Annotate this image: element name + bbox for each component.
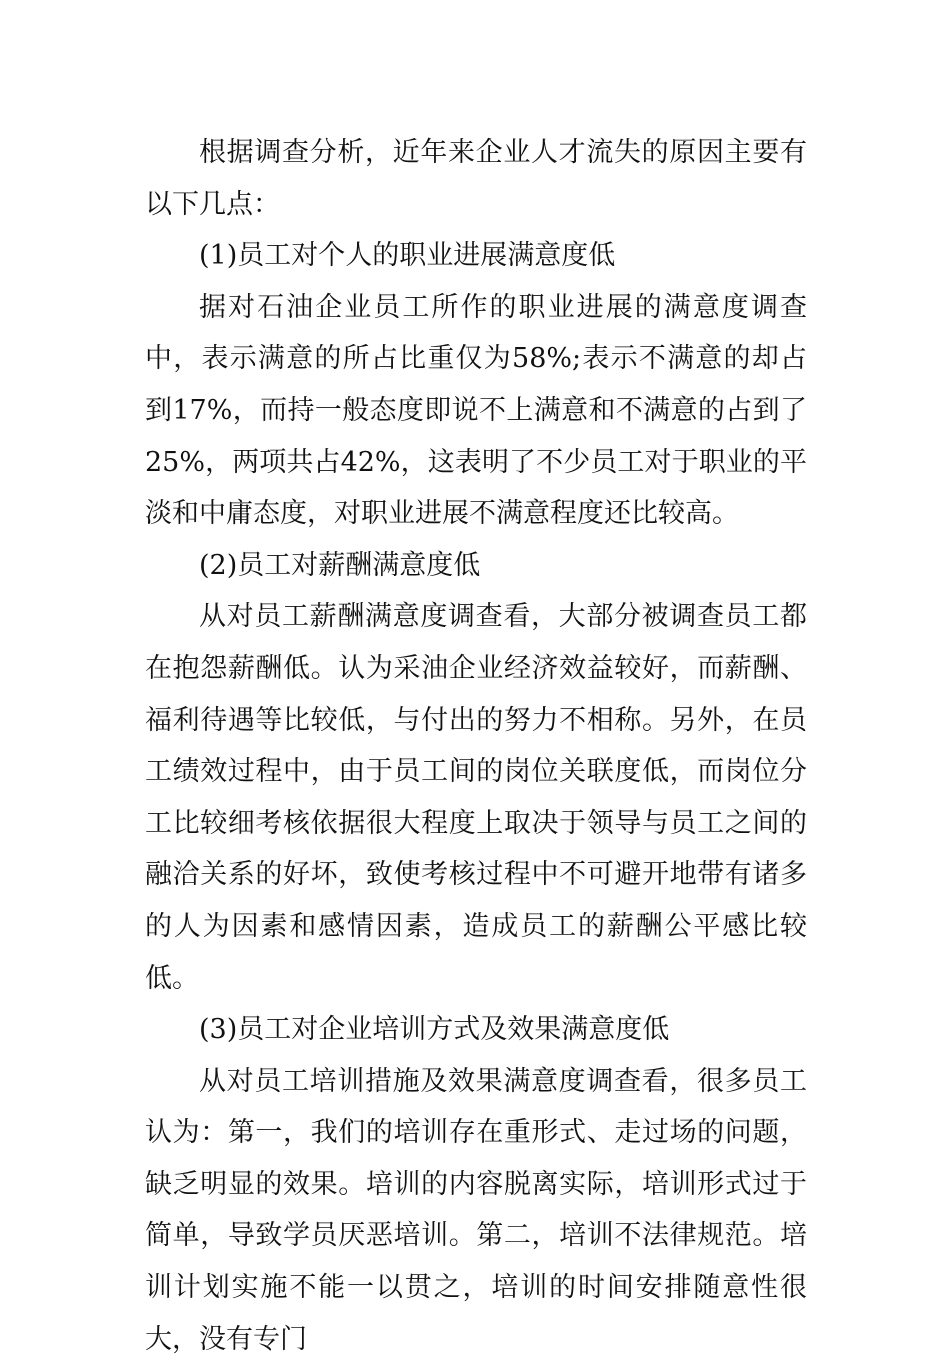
- salary-paragraph: 从对员工薪酬满意度调查看，大部分被调查员工都在抱怨薪酬低。认为采油企业经济效益较好，而薪酬、福利待遇等比较低，与付出的努力不相称。另外，在员工绩效过程中，由于员工间的岗位关联度低，而岗位分工比较细考核依据很大程度上取决于领导与员工之间的融洽关系的好坏，致使考核过程中不可避开地带有诸多的人为因素和感情因素，造成员工的薪酬公平感比较低。: [145, 601, 807, 994]
- career-paragraph: 据对石油企业员工所作的职业进展的满意度调查中，表示满意的所占比重仅为58%;表示不满意的却占到17%，而持一般态度即说不上满意和不满意的占到了25%，两项共占42%，这表明了不少员工对于职业的平淡和中庸态度，对职业进展不满意程度还比较高。: [145, 291, 807, 530]
- intro-paragraph: 根据调查分析，近年来企业人才流失的原因主要有以下几点：: [145, 137, 807, 220]
- training-paragraph: 从对员工培训措施及效果满意度调查看，很多员工认为：第一，我们的培训存在重形式、走过场的问题，缺乏明显的效果。培训的内容脱离实际，培训形式过于简单，导致学员厌恶培训。第二，培训不法律规范。培训计划实施不能一以贯之，培训的时间安排随意性很大，没有专门: [145, 1065, 807, 1355]
- section-heading-career: (1)员工对个人的职业进展满意度低: [199, 240, 616, 272]
- document-body: [145, 127, 807, 1365]
- section-heading-training: (3)员工对企业培训方式及效果满意度低: [199, 1014, 670, 1046]
- section-heading-salary: (2)员工对薪酬满意度低: [199, 549, 481, 581]
